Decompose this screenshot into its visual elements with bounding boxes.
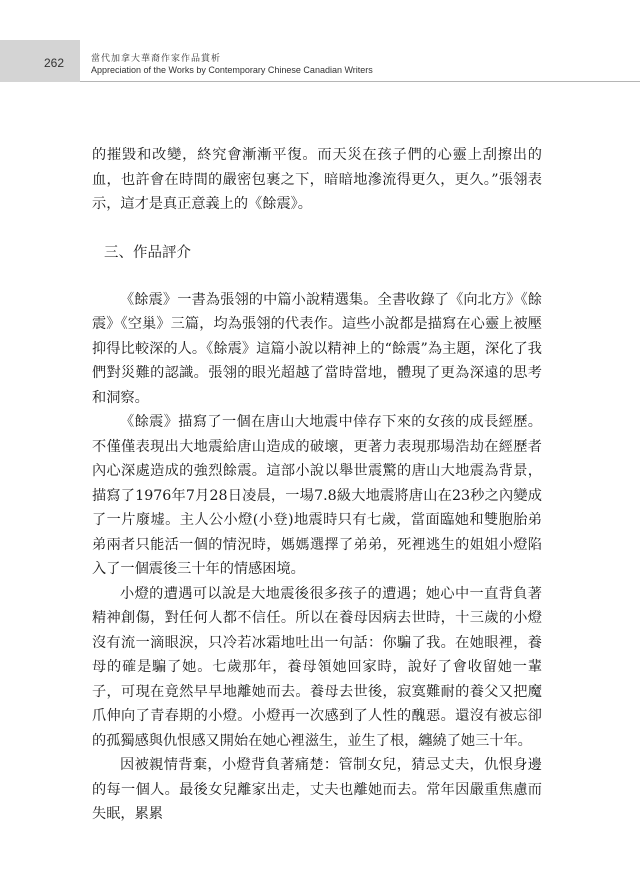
paragraph-character-analysis: 小燈的遭遇可以說是大地震後很多孩子的遭遇；她心中一直背負著精神創傷，對任何人都不信任。所以在養母因病去世時，十三歲的小燈沒有流一滴眼淚，只冷若冰霜地吐出一句話：你騙了我。在她眼裡，養母的確是騙了她。七歲那年，養母領她回家時，說好了會收留她一輩子，可現在竟然早早地離她而去。養母去世後，寂寞難耐的養父又把魔爪伸向了青春期的小燈。小燈再一次感到了人性的醜惡。還沒有被忘卻的孤獨感與仇恨感又開始在她心裡滋生，並生了根，纏繞了她三十年。 [92,585,542,749]
paragraph-aftermath: 因被親情背棄，小燈背負著痛楚：管制女兒，猜忌丈夫，仇恨身邊的每一個人。最後女兒離家出走，丈夫也離她而去。常年因嚴重焦慮而失眠，累累 [92,757,542,822]
book-title-english: Appreciation of the Works by Contemporary Chinese Canadian Writers [91,65,373,75]
paragraph-continued: 的摧毀和改變，終究會漸漸平復。而天災在孩子們的心靈上刮擦出的血，也許會在時間的嚴密包裹之下，暗暗地滲流得更久，更久。”張翎表示，這才是真正意義上的《餘震》。 [92,147,542,212]
paragraph-plot-summary: 《餘震》描寫了一個在唐山大地震中倖存下來的女孩的成長經歷。不僅僅表現出大地震給唐山造成的破壞，更著力表現那場浩劫在經歷者內心深處造成的強烈餘震。這部小說以舉世震驚的唐山大地震為背景，描寫了1976年7月28日凌晨，一場7.8級大地震將唐山在23秒之內變成了一片廢墟。主人公小燈(小登)地震時只有七歲，當面臨她和雙胞胎弟弟兩者只能活一個的情況時，媽媽選擇了弟弟，死裡逃生的姐姐小燈陷入了一個震後三十年的情感困境。 [92,414,542,577]
paragraph-collection-intro: 《餘震》一書為張翎的中篇小說精選集。全書收錄了《向北方》《餘震》《空巢》三篇，均為張翎的代表作。這些小說都是描寫在心靈上被壓抑得比較深的人。《餘震》這篇小說以精神上的“餘震”為主題，深化了我們對災難的認識。張翎的眼光超越了當時當地，體現了更為深遠的思考和洞察。 [92,291,542,406]
book-title-chinese: 當代加拿大華裔作家作品賞析 [91,54,222,64]
running-header [0,40,640,82]
section-heading: 三、作品評介 [104,244,191,261]
main-text-block [92,143,542,827]
header-divider [80,81,640,82]
page-number: 262 [43,56,64,70]
page-number-tab [0,40,80,82]
